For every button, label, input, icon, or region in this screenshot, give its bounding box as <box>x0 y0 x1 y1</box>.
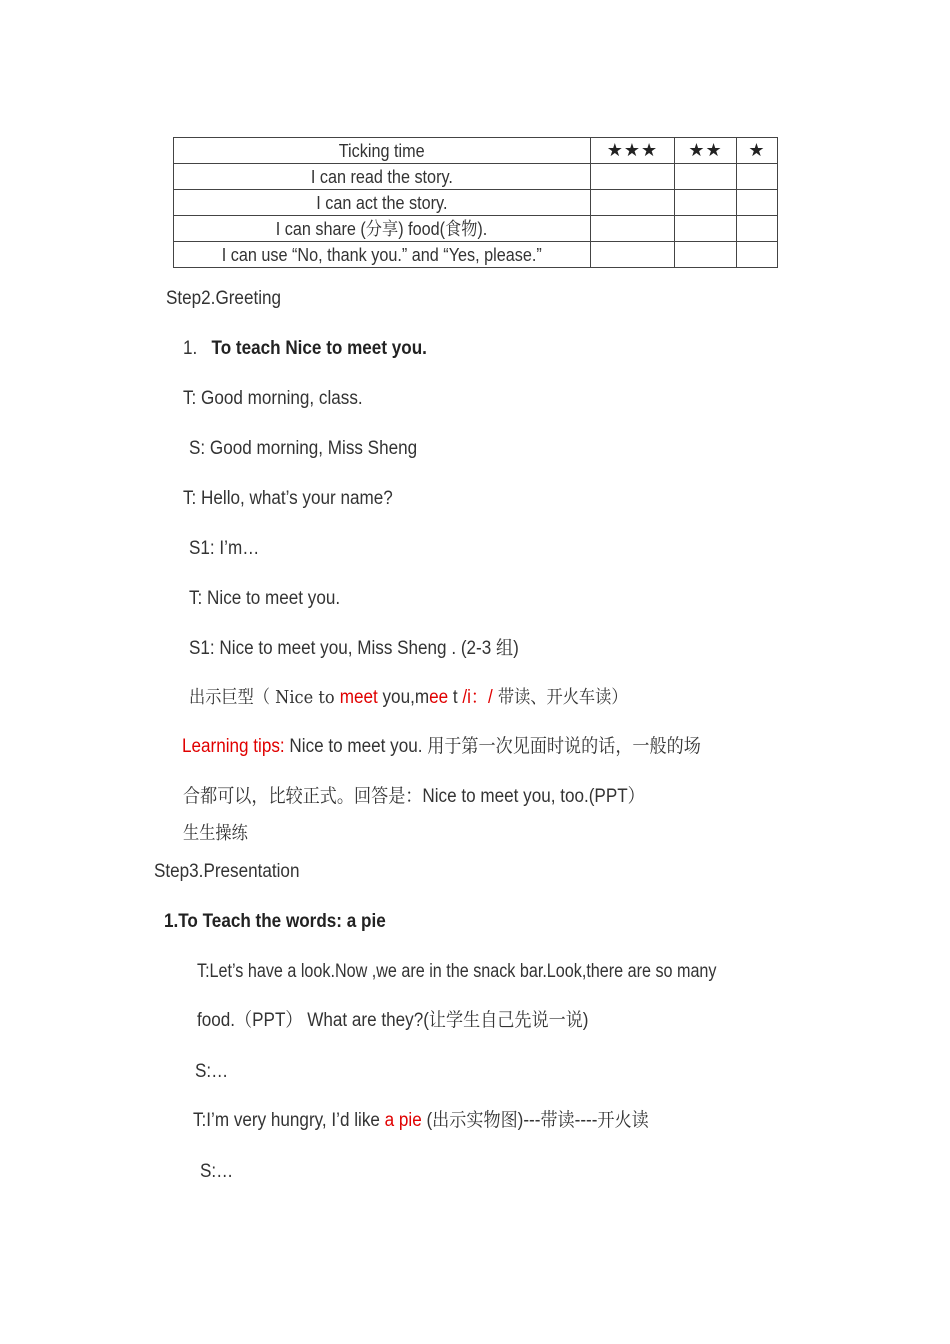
phonetic-symbol: /i：/ <box>462 687 493 708</box>
presentation-line: T:Let’s have a look.Now ,we are in the snack bar.Look,there are so many <box>197 961 717 982</box>
dialogue-line: T: Good morning, class. <box>183 388 363 409</box>
table-cell-empty <box>737 190 778 216</box>
phonics-text: 出示巨型（ Nice to <box>189 687 340 708</box>
table-cell-goal: I can share (分享) food(食物). <box>174 216 591 242</box>
table-header-label: Ticking time <box>174 138 591 164</box>
table-cell-empty <box>675 164 737 190</box>
table-header-row <box>174 138 778 164</box>
two-star-header: ★★ <box>675 138 737 164</box>
dialogue-line: S: Good morning, Miss Sheng <box>189 438 418 459</box>
presentation-text: T:I’m very hungry, I’d like <box>193 1110 385 1131</box>
presentation-line: S:… <box>200 1161 234 1182</box>
table-cell-empty <box>675 216 737 242</box>
step2-item1-title: To teach Nice to meet you. <box>211 338 427 359</box>
step3-item1-title: 1.To Teach the words: a pie <box>164 911 386 932</box>
table-row <box>174 164 778 190</box>
presentation-line: food.（PPT） What are they?(让学生自己先说一说) <box>197 1010 589 1031</box>
phonics-text: t <box>448 687 463 708</box>
learning-tips-label: Learning tips: <box>182 736 285 757</box>
dialogue-line: S1: Nice to meet you, Miss Sheng . (2-3 组) <box>189 638 519 659</box>
presentation-text: (出示实物图)---带读----开火读 <box>421 1110 649 1131</box>
table-cell-empty <box>737 216 778 242</box>
one-star-header: ★ <box>737 138 778 164</box>
dialogue-line: T: Nice to meet you. <box>189 588 341 609</box>
highlight-word: meet <box>339 687 378 708</box>
table-row <box>174 190 778 216</box>
table-cell-empty <box>591 242 675 268</box>
ticking-time-table <box>173 137 778 268</box>
highlight-letters: ee <box>429 687 449 708</box>
table-cell-goal: I can act the story. <box>174 190 591 216</box>
phonics-text: 带读、开火车读） <box>492 687 628 708</box>
learning-tips-line: 生生操练 <box>183 823 248 844</box>
table-cell-empty <box>591 216 675 242</box>
table-cell-goal: I can use “No, thank you.” and “Yes, please.” <box>174 242 591 268</box>
table-cell-empty <box>737 164 778 190</box>
table-cell-empty <box>675 190 737 216</box>
table-row <box>174 216 778 242</box>
highlight-word: a pie <box>384 1110 422 1131</box>
phonics-line <box>189 686 628 710</box>
list-number: 1. <box>183 338 198 359</box>
step2-heading: Step2.Greeting <box>166 288 282 309</box>
presentation-line: S:… <box>195 1061 229 1082</box>
table-row <box>174 242 778 268</box>
phonics-text: you,m <box>377 687 430 708</box>
dialogue-line: T: Hello, what’s your name? <box>183 488 393 509</box>
learning-tips-line: 合都可以，比较正式。回答是：Nice to meet you, too.(PPT） <box>183 786 645 807</box>
dialogue-line: S1: I’m… <box>189 538 260 559</box>
three-star-header: ★★★ <box>591 138 675 164</box>
learning-tips-line <box>182 735 701 759</box>
table-cell-empty <box>675 242 737 268</box>
table-cell-goal: I can read the story. <box>174 164 591 190</box>
table-cell-empty <box>737 242 778 268</box>
presentation-line <box>193 1109 649 1133</box>
step3-heading: Step3.Presentation <box>154 861 300 882</box>
table-cell-empty <box>591 164 675 190</box>
table-cell-empty <box>591 190 675 216</box>
step2-item1 <box>183 337 427 361</box>
learning-tips-text: Nice to meet you. 用于第一次见面时说的话，一般的场 <box>284 736 701 757</box>
